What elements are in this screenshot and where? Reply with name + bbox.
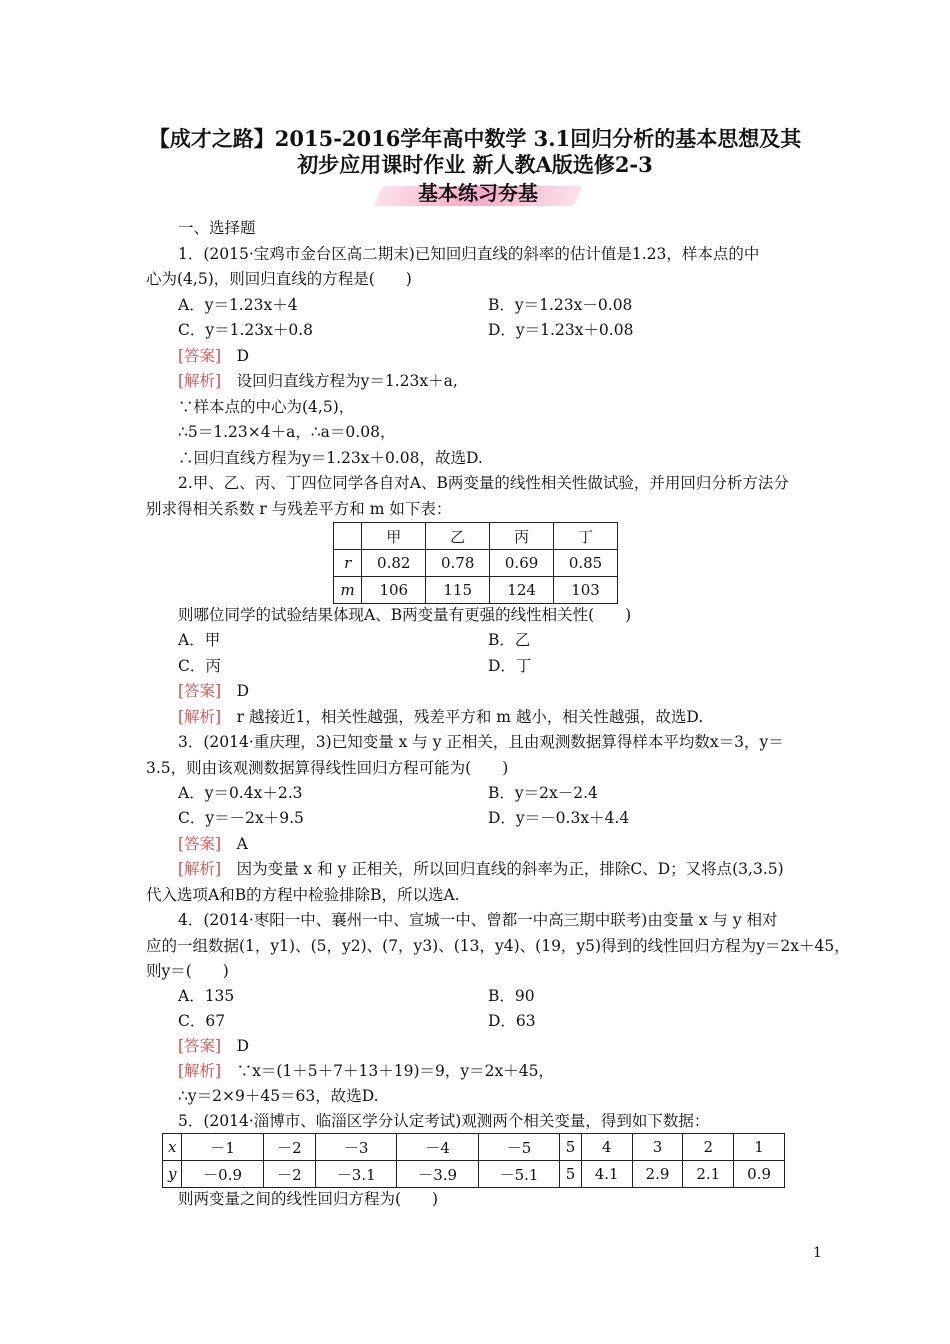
q1-analysis-2: ∵样本点的中心为(4,5)，: [178, 398, 355, 416]
table-row: [334, 577, 618, 604]
table-cell: 丁: [554, 523, 618, 550]
table-row: [334, 550, 618, 577]
analysis-label: [解析]: [178, 372, 222, 390]
table-cell: －0.9: [182, 1161, 263, 1188]
banner-text: 基本练习夯基: [418, 181, 538, 205]
table-cell: m: [334, 577, 362, 604]
q1-analysis-row: [178, 370, 458, 392]
q2-option-a: A．甲: [178, 631, 221, 649]
q4-option-d: D．63: [488, 1012, 536, 1030]
table-cell: 0.78: [426, 550, 490, 577]
table-cell: 乙: [426, 523, 490, 550]
q5-stem-1: 5．(2014·淄博市、临淄区学分认定考试)观测两个相关变量，得到如下数据：: [178, 1112, 710, 1130]
table-cell: －3.1: [315, 1161, 396, 1188]
q3-stem-2: 3.5，则由该观测数据算得线性回归方程可能为( ): [146, 759, 509, 777]
q3-answer: A: [236, 835, 248, 853]
q1-option-b: B．y＝1.23x－0.08: [488, 296, 633, 314]
q1-answer-row: [178, 345, 249, 367]
doc-title-line1: 【成才之路】2015-2016学年高中数学 3.1回归分析的基本思想及其: [148, 126, 802, 151]
table-cell: －1: [182, 1134, 263, 1161]
analysis-label: [解析]: [178, 1062, 222, 1080]
q1-stem-2: 心为(4,5)，则回归直线的方程是( ): [146, 270, 412, 288]
section-banner: [378, 178, 578, 212]
q3-option-d: D．y＝－0.3x＋4.4: [488, 809, 630, 827]
q1-analysis-4: ∴回归直线方程为y＝1.23x＋0.08，故选D.: [178, 449, 483, 467]
table-cell: －3.9: [397, 1161, 478, 1188]
table-cell: x: [163, 1134, 182, 1161]
q2-analysis-1: r 越接近1，相关性越强，残差平方和 m 越小，相关性越强，故选D.: [236, 708, 704, 726]
q2-answer-row: [178, 680, 249, 702]
table-row: [163, 1134, 785, 1161]
q2-option-b: B．乙: [488, 631, 531, 649]
q3-analysis-2: 代入选项A和B的方程中检验排除B，所以选A.: [146, 886, 460, 904]
table-cell: 丙: [490, 523, 554, 550]
q3-option-b: B．y＝2x－2.4: [488, 784, 598, 802]
doc-title-line2: 初步应用课时作业 新人教A版选修2-3: [297, 152, 653, 177]
table-cell: 4: [581, 1134, 632, 1161]
q3-analysis-row: [178, 858, 784, 880]
table-cell: －5: [478, 1134, 559, 1161]
table-cell: 5: [560, 1161, 582, 1188]
answer-label: [答案]: [178, 1037, 222, 1055]
table-cell: －2: [263, 1134, 315, 1161]
section-heading: 一、选择题: [178, 219, 256, 237]
q3-option-c: C．y＝－2x＋9.5: [178, 809, 304, 827]
table-cell: －4: [397, 1134, 478, 1161]
table-cell: 0.69: [490, 550, 554, 577]
q2-answer: D: [236, 682, 250, 700]
q4-analysis-1: ∵x＝(1＋5＋7＋13＋19)＝9，y＝2x＋45，: [236, 1062, 554, 1080]
table-cell: 1: [734, 1134, 785, 1161]
table-cell: －2: [263, 1161, 315, 1188]
q4-option-b: B．90: [488, 987, 535, 1005]
q4-option-c: C．67: [178, 1012, 226, 1030]
table-cell: 106: [362, 577, 426, 604]
q4-analysis-2: ∴y＝2×9＋45＝63，故选D.: [178, 1087, 379, 1105]
q3-answer-row: [178, 833, 248, 855]
q1-answer: D: [236, 347, 250, 365]
q4-stem-3: 则y＝( ): [146, 962, 229, 980]
table-cell: r: [334, 550, 362, 577]
q1-option-a: A．y＝1.23x＋4: [178, 296, 298, 314]
table-cell: 0.9: [734, 1161, 785, 1188]
q2-data-table: [333, 522, 618, 604]
q4-answer-row: [178, 1035, 249, 1057]
analysis-label: [解析]: [178, 860, 222, 878]
table-cell: 5: [560, 1134, 582, 1161]
q2-stem-1: 2.甲、乙、丙、丁四位同学各自对A、B两变量的线性相关性做试验，并用回归分析方法分: [178, 474, 789, 492]
q4-analysis-row: [178, 1060, 554, 1082]
table-cell: 2.1: [683, 1161, 734, 1188]
q4-answer: D: [236, 1037, 250, 1055]
q3-option-a: A．y＝0.4x＋2.3: [178, 784, 303, 802]
q2-stem-2: 别求得相关系数 r 与残差平方和 m 如下表：: [146, 500, 452, 518]
analysis-label: [解析]: [178, 708, 222, 726]
q5-data-table: [162, 1133, 785, 1188]
table-row: [334, 523, 618, 550]
q4-stem-1: 4．(2014·枣阳一中、襄州一中、宣城一中、曾都一中高三期中联考)由变量 x 与 y 相对: [178, 911, 778, 929]
table-cell: 3: [632, 1134, 683, 1161]
q5-stem-2: 则两变量之间的线性回归方程为( ): [178, 1190, 439, 1208]
table-cell: －5.1: [478, 1161, 559, 1188]
q4-option-a: A．135: [178, 987, 235, 1005]
table-cell: y: [163, 1161, 182, 1188]
q2-analysis-row: [178, 706, 703, 728]
table-cell: 2: [683, 1134, 734, 1161]
q1-analysis-1: 设回归直线方程为y＝1.23x＋a,: [236, 372, 458, 390]
q1-analysis-3: ∴5＝1.23×4＋a，∴a＝0.08，: [178, 423, 396, 441]
table-cell: 0.85: [554, 550, 618, 577]
table-cell: －3: [315, 1134, 396, 1161]
table-cell: 103: [554, 577, 618, 604]
answer-label: [答案]: [178, 835, 222, 853]
table-cell: 115: [426, 577, 490, 604]
q2-option-c: C．丙: [178, 657, 221, 675]
answer-label: [答案]: [178, 682, 222, 700]
table-cell: 甲: [362, 523, 426, 550]
table-cell: 2.9: [632, 1161, 683, 1188]
table-cell: 4.1: [581, 1161, 632, 1188]
q2-stem-3: 则哪位同学的试验结果体现A、B两变量有更强的线性相关性( ): [178, 606, 632, 624]
q1-option-c: C．y＝1.23x＋0.8: [178, 321, 314, 339]
table-cell: 124: [490, 577, 554, 604]
q2-option-d: D．丁: [488, 657, 532, 675]
table-cell: [334, 523, 362, 550]
q1-option-d: D．y＝1.23x＋0.08: [488, 321, 634, 339]
q3-stem-1: 3．(2014·重庆理，3)已知变量 x 与 y 正相关，且由观测数据算得样本平均数x＝3，y＝: [178, 733, 784, 751]
q3-analysis-1: 因为变量 x 和 y 正相关，所以回归直线的斜率为正，排除C、D；又将点(3,3.5): [236, 860, 784, 878]
q1-stem-1: 1．(2015·宝鸡市金台区高二期末)已知回归直线的斜率的估计值是1.23，样本点的中: [178, 245, 760, 263]
table-cell: 0.82: [362, 550, 426, 577]
page-number: 1: [813, 1245, 822, 1261]
q4-stem-2: 应的一组数据(1，y1)、(5，y2)、(7，y3)、(13，y4)、(19，y5)得到的线性回归方程为y＝2x＋45，: [146, 937, 850, 955]
answer-label: [答案]: [178, 347, 222, 365]
table-row: [163, 1161, 785, 1188]
